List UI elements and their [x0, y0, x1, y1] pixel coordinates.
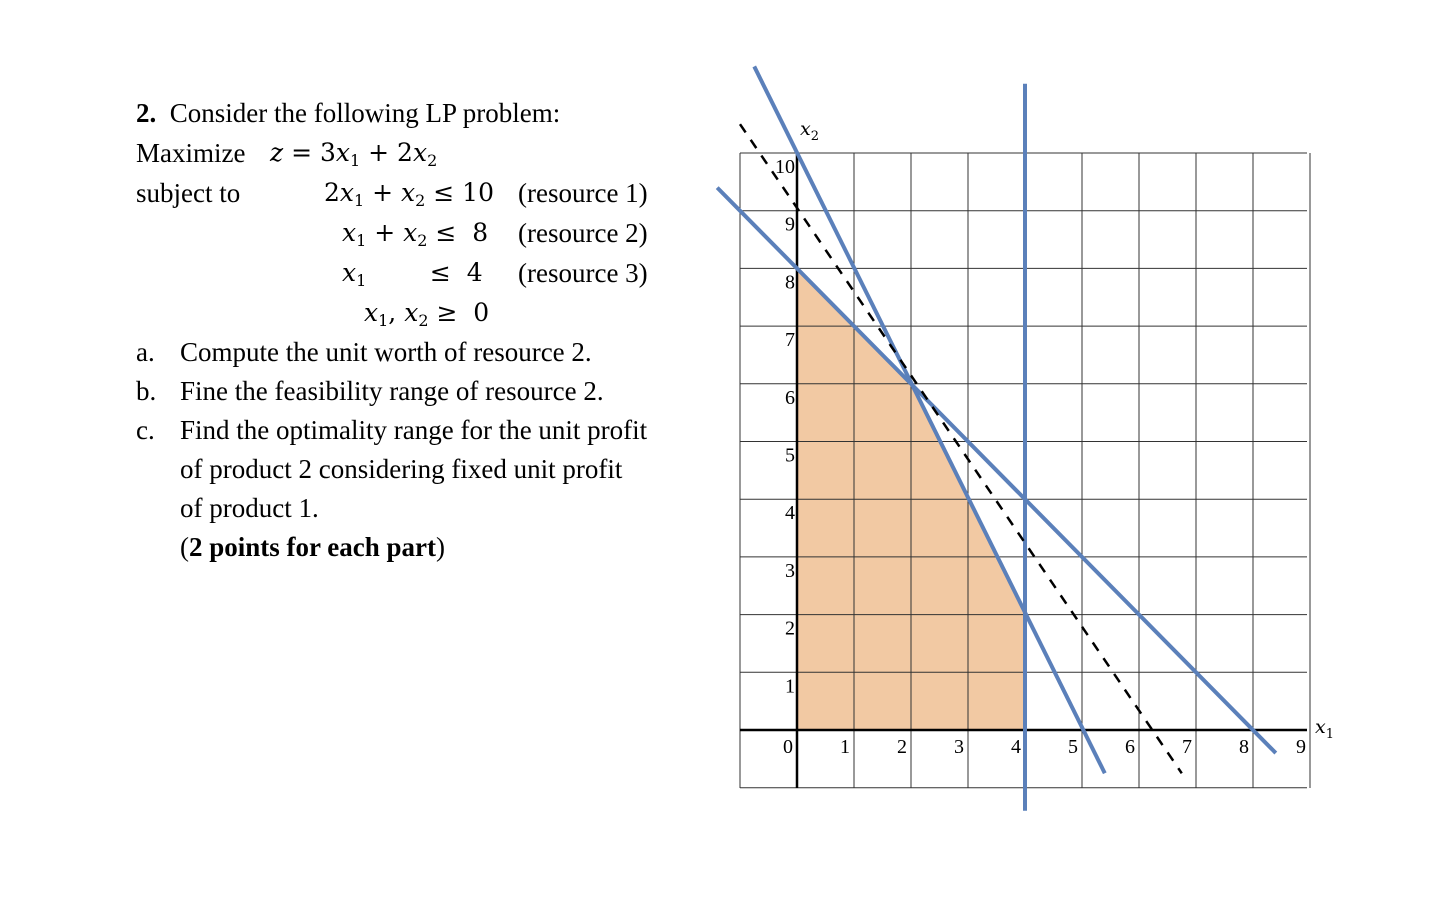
part-a-label: a.: [136, 337, 155, 367]
constraint-1-expression: $2x_1 + x_2 \le 10$: [324, 178, 494, 210]
y-tick-label: 7: [785, 329, 795, 352]
problem-intro: Consider the following LP problem:: [169, 98, 561, 128]
x-tick-label: 2: [897, 736, 907, 758]
y-tick-label: 6: [785, 386, 795, 409]
constraint-3-resource: (resource 3): [518, 258, 648, 288]
part-a-text: Compute the unit worth of resource 2.: [180, 337, 592, 367]
x-tick-label: 7: [1182, 736, 1192, 758]
y-tick-label: 2: [785, 617, 795, 640]
y-tick-label: 9: [785, 213, 795, 236]
x-tick-label: 4: [1011, 736, 1021, 758]
x-tick-label: 9: [1296, 736, 1306, 758]
y-tick-label: 10: [775, 156, 795, 178]
part-c-text-line-2: of product 2 considering fixed unit profit: [180, 454, 623, 484]
x-tick-label: 8: [1239, 736, 1249, 758]
x-tick-label: 0: [783, 736, 793, 758]
constraint-2-resource: (resource 2): [518, 218, 648, 248]
y-tick-label: 1: [785, 675, 795, 698]
x-tick-label: 6: [1125, 736, 1135, 758]
points-note-text: 2 points for each part: [189, 532, 436, 562]
constraint-1-resource: (resource 1): [518, 178, 648, 208]
constraint-2-expression: $x_1 + x_2 \le 8$: [342, 218, 489, 250]
y-tick-label: 5: [785, 444, 795, 467]
constraint-3-expression: $x_1$ ≤ 4: [342, 258, 483, 290]
x-axis-label: $x_1$: [1315, 716, 1334, 742]
x-tick-label: 1: [840, 736, 850, 758]
x-tick-label: 5: [1068, 736, 1078, 758]
part-b-text: Fine the feasibility range of resource 2.: [180, 376, 604, 406]
part-c-text-line-3: of product 1.: [180, 493, 319, 523]
y-axis-label: $x_2$: [800, 118, 819, 144]
subject-to-label: subject to: [136, 178, 241, 208]
part-c-text-line-1: Find the optimality range for the unit profit: [180, 415, 648, 445]
x-tick-label: 3: [954, 736, 964, 758]
part-b-label: b.: [136, 376, 157, 406]
y-tick-label: 4: [785, 502, 795, 525]
problem-number: 2.: [136, 98, 157, 128]
y-tick-label: 3: [785, 559, 795, 582]
y-tick-label: 8: [785, 271, 795, 294]
part-c-label: c.: [136, 415, 155, 445]
objective-label: Maximize: [136, 138, 246, 168]
nonnegativity-constraint: $x_1$, $x_2 \ge 0$: [364, 298, 490, 330]
points-note: (2 points for each part): [180, 532, 445, 562]
objective-function: $z = 3x_1 + 2x_2$: [270, 138, 438, 170]
